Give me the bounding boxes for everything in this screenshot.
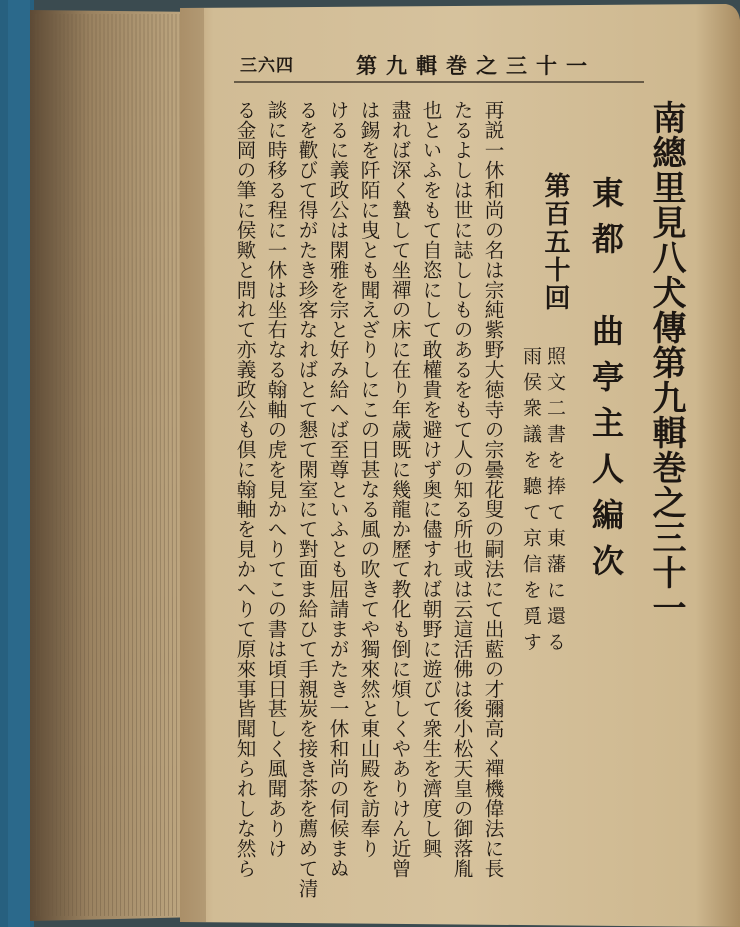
body-line: 也といふをもて自恣にして敢權貴を避けず奥に儘すれば朝野に遊びて衆生を濟度し興 <box>419 100 442 859</box>
body-line: 談に時移る程に一休は坐右なる翰軸の虎を見かへりてこの書は頃日甚しく風聞ありけ <box>264 100 287 859</box>
chapter-heading-line-2: 雨侯衆議を聽て京信を覓す <box>520 346 542 658</box>
body-line: る金岡の筆に侯歟と問れて亦義政公も倶に翰軸を見かへりて原來事皆聞知られしな然ら <box>233 100 256 879</box>
chapter-number: 第百五十回 <box>540 172 570 312</box>
book-title: 南總里見八犬傳第九輯巻之三十一 <box>646 100 686 625</box>
body-line: るを歡びて得がたき珍客なればとて懇て閑室にて對面ま給ひて手親炭を接き茶を薦めて清 <box>295 100 318 898</box>
body-line: けるに義政公は閑雅を宗と好み給へば至尊といふとも屈請まがたき一休和尚の伺候まぬ <box>326 100 349 879</box>
running-title: 第九輯巻之三十一 <box>356 53 596 78</box>
page-number: 三六四 <box>240 56 294 76</box>
body-line: 再説一休和尚の名は宗純紫野大徳寺の宗曇花叟の嗣法にて出藍の才彌高く禪機偉法に長 <box>481 100 504 879</box>
body-line: 盡れば深く蟄して坐禪の床に在り年歳既に幾龍か歷て教化も倒に煩しくやありけん近曾 <box>388 100 411 879</box>
body-line: は錫を阡陌に曳とも聞えざりしにこの日甚なる風の吹きてや獨來然と東山殿を訪奉り <box>357 100 380 859</box>
author-line: 東都 曲亭主人編次 <box>587 176 625 590</box>
chapter-heading-line-1: 照文二書を捧て東藩に還る <box>544 346 566 658</box>
body-line: たるよしは世に誌ししものあるをもて人の知る所也或は云這活佛は後小松天皇の御落胤 <box>450 100 473 879</box>
